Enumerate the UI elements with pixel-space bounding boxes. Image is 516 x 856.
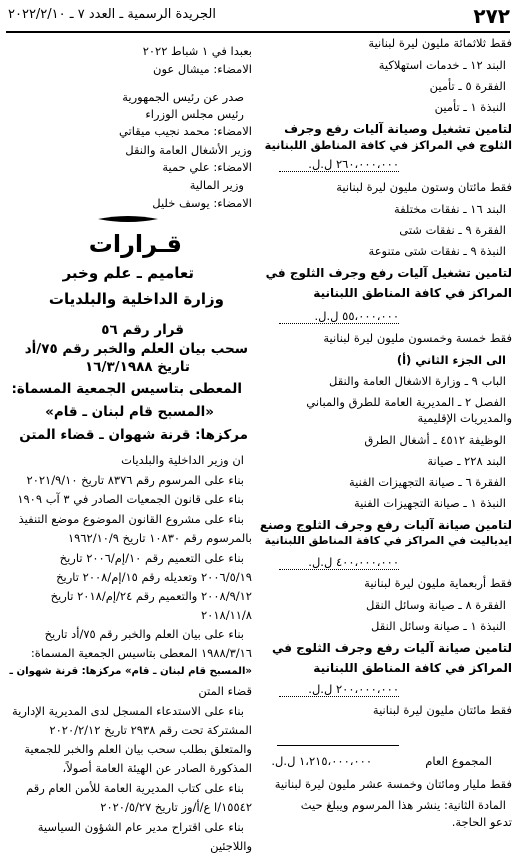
- text-line: البند ١٦ ـ نفقات مختلفة: [393, 202, 506, 216]
- section-subtitle: تعاميم ـ علم وخبر: [62, 264, 194, 282]
- section-title: قـرارات: [88, 230, 182, 258]
- total-rule: [277, 745, 399, 746]
- text-line: فقط ثلاثمائة مليون ليرة لبنانية: [368, 36, 512, 50]
- dotted-line: [279, 569, 399, 570]
- text-line: الفقرة ٨ ـ صيانة وسائل النقل: [366, 598, 506, 612]
- text-line: الباب ٩ ـ وزارة الاشغال العامة والنقل: [329, 374, 506, 388]
- decision-date: تاريخ ١٦/٣/١٩٨٨: [85, 359, 190, 375]
- text-line: فقط مائتان مليون ليرة لبنانية: [372, 703, 512, 717]
- text-line: ٢٠١٨/١١/٨: [201, 608, 252, 622]
- decision-number: قرار رقم ٥٦: [101, 322, 184, 338]
- dotted-line: [279, 696, 399, 697]
- amount: ٥٥،٠٠٠،٠٠٠ ل.ل.: [314, 309, 399, 323]
- text-line: النبذة ١ ـ صيانة التجهيزات الفنية: [354, 496, 506, 510]
- decision-subject: المعطى بتاسيس الجمعية المسماة:: [11, 381, 242, 397]
- text-line: بناء على مشروع القانون الموضوع موضع التنفيذ: [18, 512, 244, 526]
- dotted-line: [279, 171, 399, 172]
- text-line: ١٩٨٨/٣/١٦ المعطى بتاسيس الجمعية المسماة:: [30, 646, 252, 660]
- text-line: النبذة ١ ـ صيانة وسائل النقل: [371, 619, 506, 633]
- text-line: ١٥٥٤٢/ا ع/أ/وز تاريخ ٢٠٢٠/٥/٢٧: [100, 800, 252, 814]
- item-title: المراكز في كافة المناطق اللبنانية: [313, 661, 512, 675]
- item-title: الثلوج في المراكز في كافة المناطق اللبنانية: [264, 138, 512, 152]
- text-line: الامضاء: يوسف خليل: [152, 196, 252, 210]
- text-line: ٢٠٠٦/٥/١٩ وتعديله رقم ١٥/إم/٢٠٠٨ تاريخ: [56, 570, 252, 584]
- text-line: الامضاء: ميشال عون: [153, 62, 252, 76]
- text-line: الوظيفة ٤٥١٢ ـ أشغال الطرق: [364, 433, 506, 447]
- text-line: قضاء المتن: [198, 684, 252, 698]
- text-line: وزير الأشغال العامة والنقل: [125, 143, 252, 157]
- text-line: الفقرة ٩ ـ نفقات شتى: [399, 223, 506, 237]
- text-line: فقط أربعماية مليون ليرة لبنانية: [364, 576, 512, 590]
- text-line: البند ١٢ ـ خدمات استهلاكية: [378, 58, 506, 72]
- text-line: وزير المالية: [189, 178, 244, 192]
- amount: ٢٦٠،٠٠٠،٠٠٠ ل.ل.: [308, 157, 399, 171]
- header-rule: [6, 31, 510, 33]
- text-line: بعبدا في ١ شباط ٢٠٢٢: [142, 44, 252, 58]
- text-line: الفصل ٢ ـ المديرية العامة للطرق والمباني: [306, 395, 506, 409]
- amount: ٢٠٠،٠٠٠،٠٠٠ ل.ل.: [308, 682, 399, 696]
- text-line: النبذة ٩ ـ نفقات شتى متنوعة: [368, 244, 506, 258]
- total-amount: ١،٢١٥،٠٠٠،٠٠٠ ل.ل.: [271, 754, 372, 768]
- text-line: الى الجزء الثاني (أ): [396, 353, 506, 367]
- text-line: بالمرسوم رقم ١٠٨٣٠ تاريخ ١٩٦٢/١٠/٩: [67, 531, 252, 545]
- text-line: ان وزير الداخلية والبلديات: [121, 453, 244, 467]
- text-line: «المسبح قام لبنان ـ قام» مركزها: قرنة شهوان ـ: [9, 666, 252, 677]
- text-line: فقط مائتان وستون مليون ليرة لبنانية: [336, 180, 512, 194]
- ornament-divider: [98, 214, 158, 224]
- text-line: الفقرة ٥ ـ تأمين: [429, 79, 506, 93]
- decision-title: سحب بيان العلم والخبر رقم ٧٥/أد: [24, 341, 248, 357]
- text-line: فقط مليار ومائتان وخمسة عشر مليون ليرة لبنانية: [274, 777, 512, 791]
- page-header: [0, 0, 516, 32]
- ministry-name: وزارة الداخلية والبلديات: [48, 290, 224, 308]
- text-line: المشتركة تحت رقم ٢٩٣٨ تاريخ ٢٠٢٠/٢/١٢: [49, 723, 252, 737]
- text-line: بناء على قانون الجمعيات الصادر في ٣ آب ١٩٠٩: [17, 492, 244, 506]
- association-location: مركزها: قرنة شهوان ـ قضاء المتن: [19, 427, 248, 443]
- text-line: الامضاء: علي حمية: [162, 160, 252, 174]
- text-line: الفقرة ٦ ـ صيانة التجهيزات الفنية: [348, 475, 506, 489]
- text-line: الامضاء: محمد نجيب ميقاتي: [118, 124, 252, 138]
- text-line: البند ٢٢٨ ـ صيانة: [427, 454, 506, 468]
- text-line: المذكورة الصادر عن الهيئة العامة أصولاً،: [62, 761, 252, 775]
- association-name: «المسبح قام لبنان ـ قام»: [45, 404, 214, 420]
- text-line: والمديريات الإقليمية: [417, 411, 512, 425]
- item-title: لتامين تشغيل آليات رفع وجرف الثلوج في: [265, 266, 512, 280]
- text-line: صدر عن رئيس الجمهورية: [122, 90, 244, 104]
- text-line: بناء على اقتراح مدير عام الشؤون السياسية: [37, 820, 244, 834]
- text-line: بناء على الاستدعاء المسجل لدى المديرية الإدارية: [11, 704, 244, 718]
- text-line: تدعو الحاجة.: [451, 815, 512, 829]
- text-line: بناء على كتاب المديرية العامة للأمن العام رقم: [26, 781, 244, 795]
- gazette-issue-title: الجريدة الرسمية ـ العدد ٧ ـ ٢٠٢٢/٢/١٠: [8, 7, 216, 22]
- article-two: المادة الثانية: ينشر هذا المرسوم ويبلغ حيث: [300, 798, 506, 812]
- page-number: ٢٧٢: [473, 4, 510, 28]
- item-title: لتامين تشغيل وصيانة آليات رفع وجرف: [284, 122, 512, 136]
- text-line: واللاجئين: [210, 839, 252, 853]
- text-line: بناء على بيان العلم والخبر رقم ٧٥/أد تاريخ: [44, 627, 244, 641]
- text-line: النبذة ١ ـ تأمين: [434, 100, 506, 114]
- amount: ٤٠٠،٠٠٠،٠٠٠ ل.ل.: [308, 555, 399, 569]
- text-line: فقط خمسة وخمسون مليون ليرة لبنانية: [323, 331, 512, 345]
- text-line: بناء على التعميم رقم ١٠/إم/٢٠٠٦ تاريخ: [59, 551, 244, 565]
- dotted-line: [279, 323, 399, 324]
- text-line: رئيس مجلس الوزراء: [145, 107, 244, 121]
- text-line: ٢٠٠٨/٩/١٢ والتعميم رقم ٢٤/إم/٢٠١٨ تاريخ: [50, 589, 252, 603]
- item-title: ايدياليت في المراكز في كافة المناطق اللبنانية: [264, 534, 512, 547]
- text-line: والمتعلق بطلب سحب بيان العلم والخبر للجمعية: [24, 742, 252, 756]
- total-label: المجموع العام: [425, 754, 492, 768]
- item-title: لتامين صيانة آليات رفع وجرف الثلوج في: [271, 641, 512, 655]
- item-title: المراكز في كافة المناطق اللبنانية: [313, 286, 512, 300]
- item-title: لتامين صيانة آليات رفع وجرف الثلوج وصنع: [259, 518, 512, 532]
- text-line: بناء على المرسوم رقم ٨٣٧٦ تاريخ ٢٠٢١/٩/١٠: [26, 473, 244, 487]
